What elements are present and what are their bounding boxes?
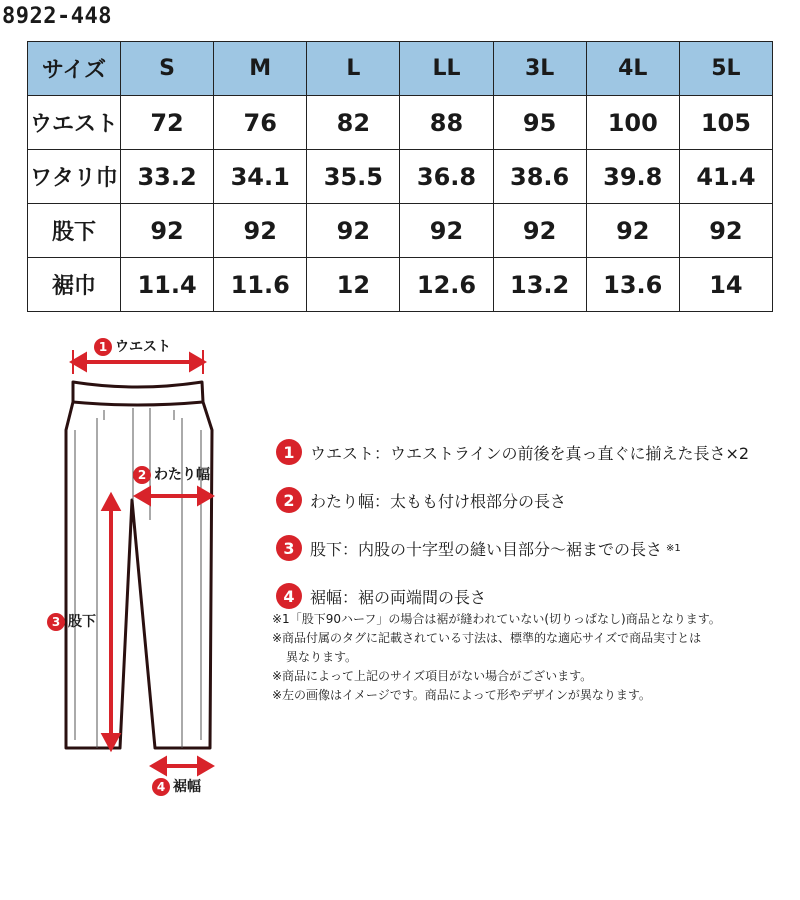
diagram-label-text: わたり幅 (154, 467, 210, 483)
note-line: ※商品によって上記のサイズ項目がない場合がございます。 (272, 669, 593, 683)
note-line: ※商品付属のタグに記載されている寸法は、標準的な適応サイズで商品実寸とは (272, 631, 702, 645)
note-line: ※左の画像はイメージです。商品によって形やデザインが異なります。 (272, 688, 651, 702)
table-cell: 11.6 (214, 258, 307, 312)
footnote-ref: ※1 (666, 542, 681, 554)
table-cell: 105 (679, 96, 772, 150)
table-cell: 11.4 (121, 258, 214, 312)
size-col-header: M (214, 42, 307, 96)
number-badge-icon: 4 (276, 583, 302, 609)
diagram-label-thigh (133, 464, 210, 484)
legend-item (276, 476, 796, 524)
size-col-header: L (307, 42, 400, 96)
table-cell: 34.1 (214, 150, 307, 204)
table-row (28, 204, 773, 258)
row-label: ワタリ巾 (28, 150, 121, 204)
table-cell: 76 (214, 96, 307, 150)
table-cell: 36.8 (400, 150, 493, 204)
table-cell: 12 (307, 258, 400, 312)
number-badge-icon: 1 (276, 439, 302, 465)
table-cell: 92 (586, 204, 679, 258)
size-col-header: 4L (586, 42, 679, 96)
diagram-label-text: ウエスト (115, 339, 171, 355)
size-table (27, 41, 773, 312)
table-cell: 38.6 (493, 150, 586, 204)
size-header-label: サイズ (28, 42, 121, 96)
table-cell: 92 (121, 204, 214, 258)
legend-item (276, 428, 796, 476)
table-cell: 13.2 (493, 258, 586, 312)
table-cell: 92 (214, 204, 307, 258)
legend-text: 股下：内股の十字型の縫い目部分～裾までの長さ (310, 539, 663, 559)
pants-diagram (0, 320, 260, 800)
table-cell: 100 (586, 96, 679, 150)
diagram-label-text: 股下 (68, 614, 96, 630)
number-badge-icon: 3 (276, 535, 302, 561)
pants-illustration (0, 320, 260, 800)
footnotes (272, 610, 792, 705)
table-cell: 88 (400, 96, 493, 150)
number-badge-icon: 1 (94, 338, 112, 356)
row-label: 裾巾 (28, 258, 121, 312)
table-cell: 41.4 (679, 150, 772, 204)
row-label: ウエスト (28, 96, 121, 150)
number-badge-icon: 4 (152, 778, 170, 796)
size-col-header: LL (400, 42, 493, 96)
size-col-header: S (121, 42, 214, 96)
diagram-label-waist (94, 336, 171, 356)
table-cell: 82 (307, 96, 400, 150)
diagram-label-text: 裾幅 (173, 779, 201, 795)
table-cell: 92 (679, 204, 772, 258)
table-cell: 13.6 (586, 258, 679, 312)
number-badge-icon: 2 (133, 466, 151, 484)
table-cell: 72 (121, 96, 214, 150)
size-col-header: 3L (493, 42, 586, 96)
number-badge-icon: 3 (47, 613, 65, 631)
table-cell: 39.8 (586, 150, 679, 204)
legend-text: ウエスト：ウエストラインの前後を真っ直ぐに揃えた長さ×2 (310, 443, 750, 463)
table-cell: 92 (493, 204, 586, 258)
table-row (28, 150, 773, 204)
legend-text: わたり幅：太もも付け根部分の長さ (310, 491, 567, 511)
size-header-row (28, 42, 773, 96)
table-cell: 95 (493, 96, 586, 150)
note-line: 異なります。 (286, 650, 358, 664)
table-cell: 92 (307, 204, 400, 258)
row-label: 股下 (28, 204, 121, 258)
legend-item (276, 524, 796, 572)
note-line: ※1「股下90ハーフ」の場合は裾が縫われていない(切りっぱなし)商品となります。 (272, 612, 721, 626)
table-cell: 12.6 (400, 258, 493, 312)
table-row (28, 258, 773, 312)
legend-text: 裾幅：裾の両端間の長さ (310, 587, 487, 607)
table-cell: 14 (679, 258, 772, 312)
diagram-label-hem (152, 776, 201, 796)
measurement-legend (276, 428, 796, 620)
table-cell: 92 (400, 204, 493, 258)
table-row (28, 96, 773, 150)
number-badge-icon: 2 (276, 487, 302, 513)
product-code: 8922-448 (2, 4, 112, 29)
table-cell: 33.2 (121, 150, 214, 204)
table-cell: 35.5 (307, 150, 400, 204)
size-col-header: 5L (679, 42, 772, 96)
diagram-label-inseam (47, 611, 96, 631)
